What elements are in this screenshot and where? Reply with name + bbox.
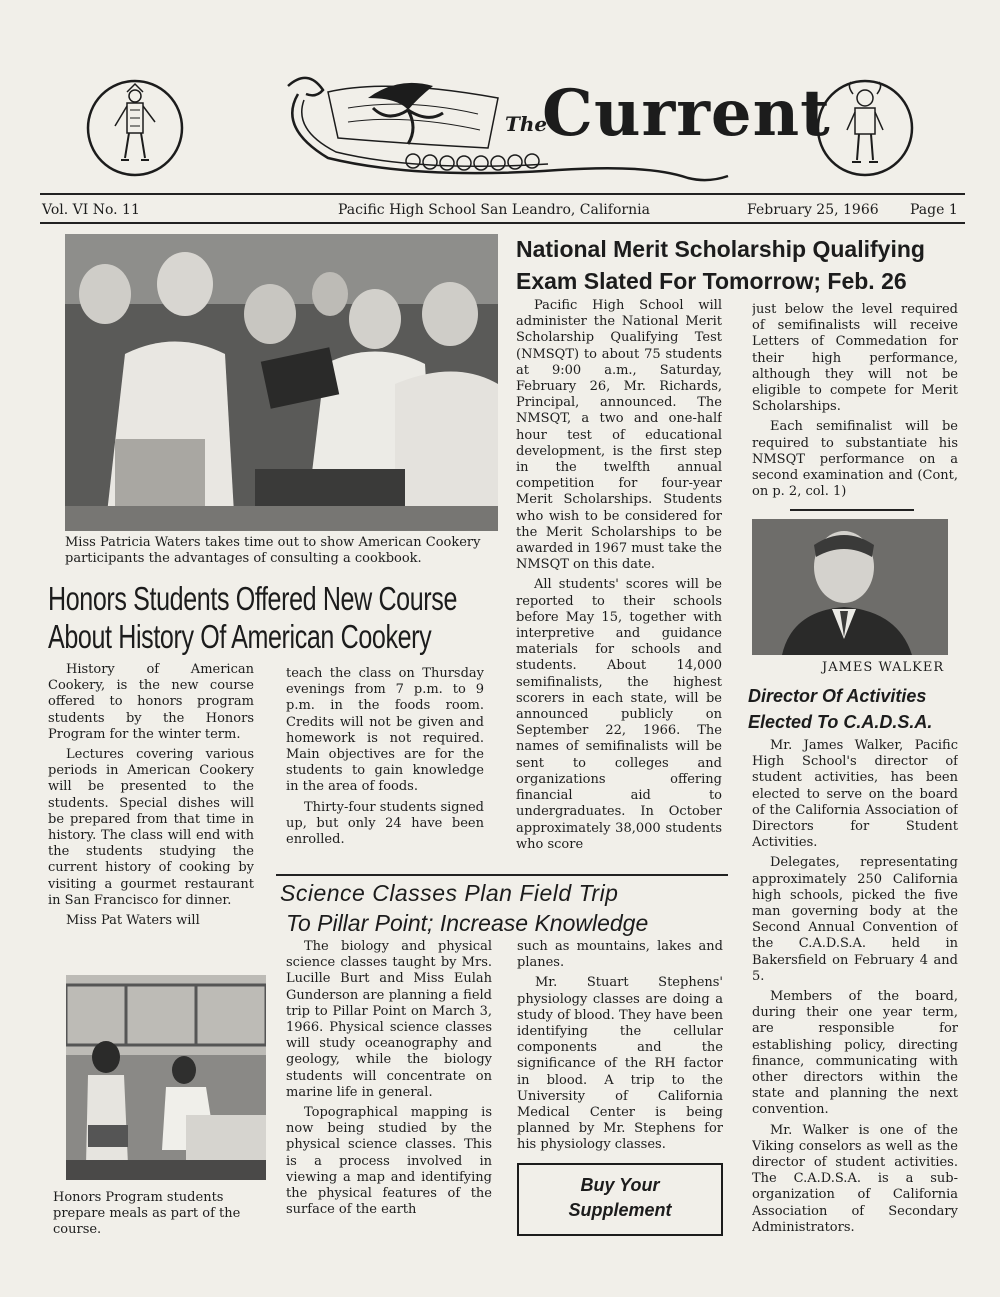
paragraph: Each semifinalist will be required to substantiate his NMSQT performance on a second examination and (Cont, on p. 2, col. 1) [752, 419, 958, 500]
merit-headline-line1: National Merit Scholarship Qualifying [516, 236, 925, 262]
paragraph: Members of the board, during their one year term, are responsible for establishing policy, directing finance, communicating with other directors within the state and planning the next convention. [752, 989, 958, 1118]
science-col2 [517, 939, 723, 1159]
honors-col2 [286, 666, 484, 866]
masthead-the: The [505, 112, 548, 136]
director-headline-line1: Director Of Activities [748, 686, 927, 706]
paragraph: just below the level required of semifinalists will receive Letters of Commedation for their high performance, although they will not be eligible to compete for Merit Scholarships. [752, 302, 958, 415]
photo1-caption: Miss Patricia Waters takes time out to show American Cookery participants the advantages of consulting a cookbook. [65, 535, 481, 566]
photo2-caption: Honors Program students prepare meals as part of the course. [53, 1190, 241, 1237]
merit-headline-line2: Exam Slated For Tomorrow; Feb. 26 [516, 268, 907, 294]
paragraph: All students' scores will be reported to their schools before May 15, together with interpretive and guidance materials for schools and students. About 14,000 semifinalists, the highest scorers in each state, will be announced publicly on September 22, 1966. The names of semifinalists will be sent to colleges and organizations offering financial aid to undergraduates. In October approximately 38,000 students who score [516, 577, 722, 852]
paragraph: Lectures covering various periods in American Cookery will be presented to the students. Special dishes will be prepared from that time in history. The class will end with the students studying the current history of cooking by visiting a gourmet restaurant in San Francisco for dinner. [48, 747, 254, 908]
honors-col1 [48, 662, 254, 966]
page-number: Page 1 [910, 202, 958, 218]
supplement-line2: Supplement [568, 1200, 672, 1220]
merit-col1 [516, 298, 722, 870]
walker-caption: JAMES WALKER [822, 660, 945, 675]
honors-headline-line2: About History Of American Cookery [48, 618, 432, 655]
paragraph: Delegates, representating approximately 250 California high schools, picked the five man governing body at the Second Annual Convention of the C.A.D.S.A. held in Bakersfield on February 4 and 5. [752, 855, 958, 984]
science-col1 [286, 939, 492, 1244]
paragraph: Pacific High School will administer the National Merit Scholarship Qualifying Test (NMSQT) to about 75 students at 9:00 a.m., Saturday, February 26, Mr. Richards, Principal, announced. The NMSQT, a two and one-half hour test of educational development, is the first step in the twelfth annual competition for four-year Merit Scholarships. Students who wish to be considered for the Merit Scholarships to be awarded in 1967 must take the NMSQT on this date. [516, 298, 722, 573]
issue-date: February 25, 1966 [747, 202, 879, 218]
paragraph: Mr. Stuart Stephens' physiology classes are doing a study of blood. They have been identifying the cellular components and the significance of the RH factor in blood. A trip to the University of California Medical Center is being planned by Mr. Stephens for his physiology classes. [517, 975, 723, 1153]
school-name: Pacific High School San Leandro, California [338, 202, 650, 218]
james-walker-photo [752, 519, 948, 655]
cookery-class-photo [65, 234, 498, 531]
paragraph: History of American Cookery, is the new course offered to honors program students by the Honors Program for the winter term. [48, 662, 254, 742]
director-body [752, 738, 958, 1248]
science-headline-line1: Science Classes Plan Field Trip [280, 880, 619, 906]
paragraph: teach the class on Thursday evenings from 7 p.m. to 9 p.m. in the foods room. Credits will not be given and homework is not required. Main objectives are for the students to gain knowledge in the area of foods. [286, 666, 484, 795]
paragraph: The biology and physical science classes taught by Mrs. Lucille Burt and Miss Eulah Gunderson are planning a field trip to Pillar Point on March 3, 1966. Physical science classes will study oceanography and geology, while the biology students will concentrate on marine life in general. [286, 939, 492, 1100]
science-headline-line2: To Pillar Point; Increase Knowledge [286, 910, 649, 936]
paragraph: such as mountains, lakes and planes. [517, 939, 723, 971]
honors-kitchen-photo [66, 975, 266, 1180]
paragraph: Topographical mapping is now being studied by the physical science classes. This is a process involved in viewing a map and identifying the physical features of the surface of the earth [286, 1105, 492, 1218]
paragraph: Miss Pat Waters will [66, 913, 200, 929]
buy-supplement-box [517, 1163, 723, 1236]
merit-col2 [752, 302, 958, 502]
paragraph: Mr. Walker is one of the Viking conselors as well as the director of student activities. The C.A.D.S.A. is a sub-organization of California Association of Secondary Administrators. [752, 1122, 958, 1235]
volume-number: Vol. VI No. 11 [42, 202, 140, 218]
director-headline-line2: Elected To C.A.D.S.A. [748, 712, 933, 732]
paragraph: Mr. James Walker, Pacific High School's director of student activities, has been elected to serve on the board of the California Association of Directors for Student Activities. [752, 738, 958, 851]
masthead-title: Current [542, 76, 831, 151]
viking-emblem-left-icon [85, 78, 185, 178]
honors-headline-line1: Honors Students Offered New Course [48, 580, 458, 617]
supplement-line1: Buy Your [580, 1175, 660, 1195]
paragraph: Thirty-four students signed up, but only 24 have been enrolled. [286, 799, 484, 848]
